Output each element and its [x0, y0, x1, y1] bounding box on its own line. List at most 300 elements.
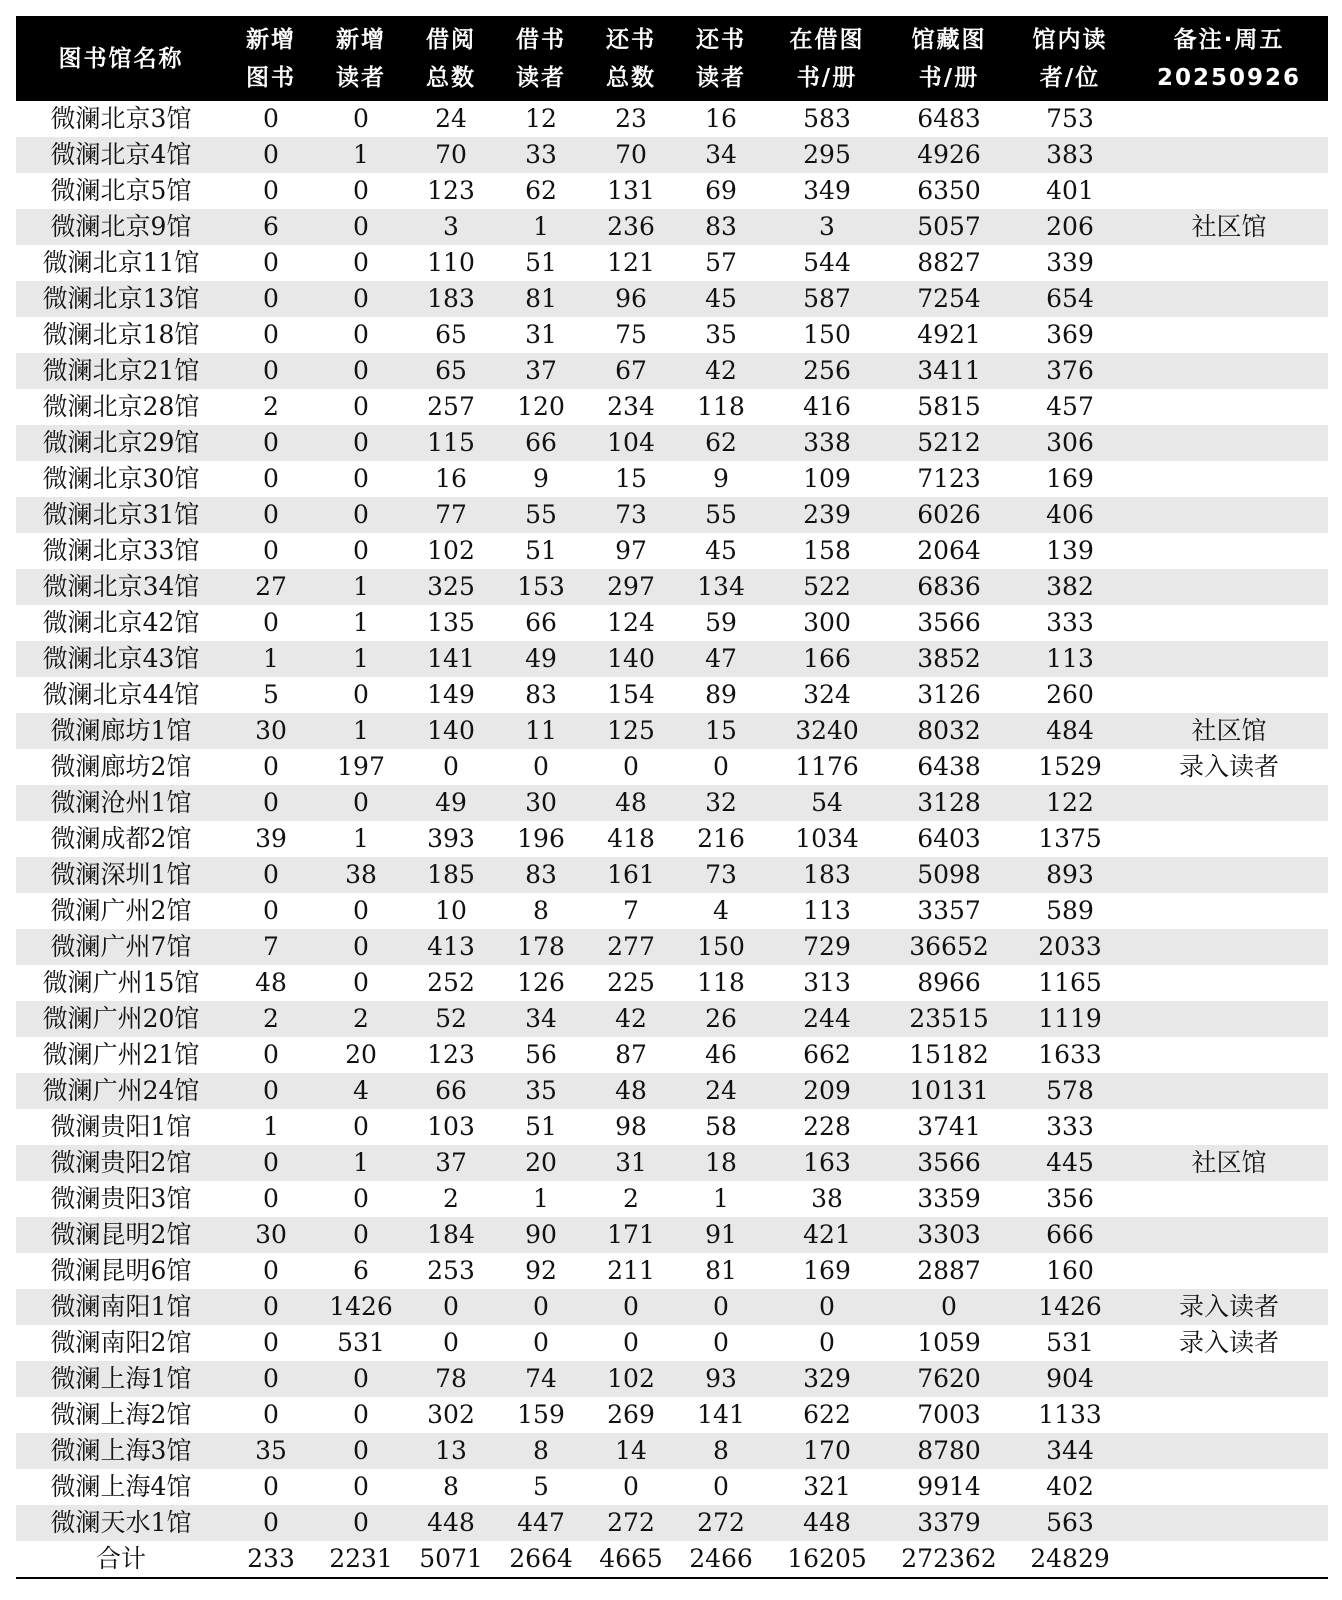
remark-cell — [1130, 497, 1328, 533]
table-row — [16, 461, 1328, 497]
value-cell: 7003 — [917, 1400, 981, 1429]
value-cell: 1 — [226, 641, 316, 677]
value-cell: 1034 — [795, 824, 859, 853]
value-cell: 321 — [803, 1472, 851, 1501]
value-cell: 0 — [353, 1472, 369, 1501]
remark-cell — [1130, 569, 1328, 605]
value-cell: 140 — [586, 641, 676, 677]
total-row — [16, 1541, 1328, 1578]
value-cell: 589 — [1046, 896, 1094, 925]
library-stats-table — [16, 16, 1328, 1579]
value-cell: 51 — [525, 536, 557, 565]
remark-cell — [1130, 1001, 1328, 1037]
value-cell: 0 — [263, 320, 279, 349]
value-cell: 49 — [496, 641, 586, 677]
value-cell: 34 — [676, 137, 766, 173]
remark-cell — [1130, 425, 1328, 461]
remark-cell — [1130, 137, 1328, 173]
table-row — [16, 173, 1328, 209]
value-cell: 153 — [496, 569, 586, 605]
value-cell: 159 — [517, 1400, 565, 1429]
value-cell: 325 — [406, 569, 496, 605]
table-row — [16, 677, 1328, 713]
value-cell: 893 — [1010, 857, 1130, 893]
table-row — [16, 1397, 1328, 1433]
value-cell: 1 — [316, 641, 406, 677]
value-cell: 122 — [1010, 785, 1130, 821]
value-cell: 0 — [263, 1472, 279, 1501]
value-cell: 48 — [586, 1073, 676, 1109]
table-row — [16, 317, 1328, 353]
value-cell: 2033 — [1010, 929, 1130, 965]
value-cell: 66 — [406, 1073, 496, 1109]
value-cell: 3379 — [888, 1505, 1010, 1541]
value-cell: 8 — [496, 1433, 586, 1469]
value-cell: 753 — [1046, 104, 1094, 133]
value-cell: 0 — [443, 1328, 459, 1357]
library-name-cell: 微澜广州21馆 — [42, 1040, 200, 1069]
value-cell: 16205 — [766, 1541, 888, 1578]
value-cell: 211 — [607, 1256, 655, 1285]
value-cell: 1633 — [1038, 1040, 1102, 1069]
value-cell: 1 — [316, 713, 406, 749]
value-cell: 15 — [676, 713, 766, 749]
value-cell: 382 — [1010, 569, 1130, 605]
value-cell: 27 — [226, 569, 316, 605]
value-cell: 587 — [766, 281, 888, 317]
value-cell: 578 — [1010, 1073, 1130, 1109]
value-cell: 104 — [586, 425, 676, 461]
value-cell: 0 — [263, 1400, 279, 1429]
value-cell: 20 — [345, 1040, 377, 1069]
table-header — [16, 16, 1328, 101]
value-cell: 216 — [697, 824, 745, 853]
value-cell: 197 — [337, 752, 385, 781]
value-cell: 52 — [406, 1001, 496, 1037]
value-cell: 5815 — [917, 392, 981, 421]
library-name-cell: 微澜南阳2馆 — [50, 1328, 192, 1357]
value-cell: 45 — [676, 281, 766, 317]
value-cell: 0 — [263, 464, 279, 493]
value-cell: 134 — [676, 569, 766, 605]
table-row — [16, 1469, 1328, 1505]
value-cell: 74 — [496, 1361, 586, 1397]
value-cell: 98 — [615, 1112, 647, 1141]
value-cell: 0 — [533, 752, 549, 781]
value-cell: 6350 — [917, 176, 981, 205]
library-name-cell: 微澜广州7馆 — [16, 929, 226, 965]
library-name-cell: 微澜北京13馆 — [16, 281, 226, 317]
table-row — [16, 533, 1328, 569]
value-cell: 171 — [586, 1217, 676, 1253]
value-cell: 73 — [676, 857, 766, 893]
table-row — [16, 137, 1328, 173]
value-cell: 2887 — [917, 1256, 981, 1285]
value-cell: 55 — [676, 497, 766, 533]
value-cell: 349 — [803, 176, 851, 205]
value-cell: 257 — [427, 392, 475, 421]
value-cell: 16 — [705, 104, 737, 133]
value-cell: 18 — [676, 1145, 766, 1181]
column-header: 还书 总数 — [586, 16, 676, 101]
value-cell: 6438 — [917, 752, 981, 781]
remark-cell — [1130, 1397, 1328, 1433]
remark-cell — [1130, 641, 1328, 677]
value-cell: 9914 — [917, 1472, 981, 1501]
value-cell: 30 — [496, 785, 586, 821]
value-cell: 11 — [496, 713, 586, 749]
library-name-cell: 微澜上海2馆 — [50, 1400, 192, 1429]
value-cell: 522 — [766, 569, 888, 605]
value-cell: 0 — [226, 137, 316, 173]
library-name-cell: 微澜北京3馆 — [50, 104, 192, 133]
value-cell: 5 — [263, 680, 279, 709]
value-cell: 904 — [1010, 1361, 1130, 1397]
table-row — [16, 1433, 1328, 1469]
remark-cell — [1130, 677, 1328, 713]
value-cell: 233 — [226, 1541, 316, 1578]
remark-cell — [1130, 245, 1328, 281]
value-cell: 1 — [533, 1184, 549, 1213]
value-cell: 0 — [819, 1328, 835, 1357]
value-cell: 9 — [533, 464, 549, 493]
value-cell: 35 — [496, 1073, 586, 1109]
value-cell: 277 — [586, 929, 676, 965]
library-name-cell: 微澜北京5馆 — [50, 176, 192, 205]
value-cell: 24 — [435, 104, 467, 133]
library-name-cell: 微澜贵阳3馆 — [50, 1184, 192, 1213]
value-cell: 169 — [803, 1256, 851, 1285]
value-cell: 141 — [697, 1400, 745, 1429]
value-cell: 206 — [1010, 209, 1130, 245]
value-cell: 3359 — [917, 1184, 981, 1213]
table-row — [16, 1037, 1328, 1073]
table-row — [16, 785, 1328, 821]
value-cell: 0 — [353, 320, 369, 349]
library-name-cell: 微澜广州15馆 — [42, 968, 200, 997]
value-cell: 0 — [316, 1217, 406, 1253]
value-cell: 16 — [435, 464, 467, 493]
remark-cell — [1130, 1037, 1328, 1073]
value-cell: 65 — [435, 320, 467, 349]
value-cell: 0 — [316, 353, 406, 389]
value-cell: 402 — [1046, 1472, 1094, 1501]
library-name-cell: 微澜北京28馆 — [42, 392, 200, 421]
value-cell: 39 — [255, 824, 287, 853]
value-cell: 123 — [427, 176, 475, 205]
value-cell: 42 — [586, 1001, 676, 1037]
value-cell: 622 — [803, 1400, 851, 1429]
value-cell: 0 — [263, 1184, 279, 1213]
remark-cell — [1130, 389, 1328, 425]
value-cell: 97 — [615, 536, 647, 565]
remark-cell — [1130, 1109, 1328, 1145]
value-cell: 306 — [1010, 425, 1130, 461]
value-cell: 0 — [226, 281, 316, 317]
value-cell: 8032 — [888, 713, 1010, 749]
value-cell: 4926 — [888, 137, 1010, 173]
value-cell: 69 — [705, 176, 737, 205]
value-cell: 662 — [803, 1040, 851, 1069]
value-cell: 115 — [406, 425, 496, 461]
value-cell: 126 — [517, 968, 565, 997]
remark-cell — [1130, 353, 1328, 389]
table-row — [16, 605, 1328, 641]
value-cell: 0 — [263, 104, 279, 133]
library-name-cell: 微澜贵阳2馆 — [16, 1145, 226, 1181]
library-name-cell: 微澜贵阳1馆 — [50, 1112, 192, 1141]
value-cell: 0 — [263, 1040, 279, 1069]
remark-cell — [1130, 965, 1328, 1001]
value-cell: 0 — [316, 425, 406, 461]
remark-cell — [1130, 461, 1328, 497]
value-cell: 1 — [353, 608, 369, 637]
table-row — [16, 1001, 1328, 1037]
value-cell: 51 — [525, 248, 557, 277]
value-cell: 66 — [525, 608, 557, 637]
value-cell: 73 — [586, 497, 676, 533]
value-cell: 1 — [713, 1184, 729, 1213]
value-cell: 184 — [406, 1217, 496, 1253]
value-cell: 3741 — [917, 1112, 981, 1141]
value-cell: 0 — [586, 1289, 676, 1325]
value-cell: 8 — [676, 1433, 766, 1469]
value-cell: 447 — [496, 1505, 586, 1541]
value-cell: 272362 — [888, 1541, 1010, 1578]
value-cell: 42 — [676, 353, 766, 389]
value-cell: 7123 — [917, 464, 981, 493]
column-header: 新增 图书 — [226, 16, 316, 101]
value-cell: 48 — [255, 968, 287, 997]
value-cell: 356 — [1046, 1184, 1094, 1213]
value-cell: 1529 — [1038, 752, 1102, 781]
value-cell: 113 — [1010, 641, 1130, 677]
value-cell: 7254 — [888, 281, 1010, 317]
value-cell: 110 — [427, 248, 475, 277]
value-cell: 369 — [1046, 320, 1094, 349]
value-cell: 35 — [226, 1433, 316, 1469]
remark-cell — [1130, 533, 1328, 569]
value-cell: 1 — [316, 137, 406, 173]
value-cell: 260 — [1046, 680, 1094, 709]
value-cell: 0 — [353, 680, 369, 709]
value-cell: 2466 — [676, 1541, 766, 1578]
table-row — [16, 641, 1328, 677]
value-cell: 47 — [676, 641, 766, 677]
value-cell: 92 — [525, 1256, 557, 1285]
library-name-cell: 微澜深圳1馆 — [16, 857, 226, 893]
value-cell: 383 — [1010, 137, 1130, 173]
value-cell: 338 — [766, 425, 888, 461]
library-name-cell: 微澜昆明6馆 — [50, 1256, 192, 1285]
remark-cell: 社区馆 — [1130, 713, 1328, 749]
value-cell: 83 — [525, 680, 557, 709]
remark-cell — [1130, 1361, 1328, 1397]
value-cell: 12 — [525, 104, 557, 133]
table-row — [16, 353, 1328, 389]
library-name-cell: 微澜沧州1馆 — [16, 785, 226, 821]
library-name-cell: 微澜北京44馆 — [42, 680, 200, 709]
value-cell: 166 — [766, 641, 888, 677]
value-cell: 36652 — [888, 929, 1010, 965]
column-header: 馆藏图 书/册 — [888, 16, 1010, 101]
remark-cell — [1130, 893, 1328, 929]
value-cell: 209 — [766, 1073, 888, 1109]
value-cell: 583 — [803, 104, 851, 133]
value-cell: 0 — [496, 1289, 586, 1325]
value-cell: 531 — [1046, 1328, 1094, 1357]
value-cell: 30 — [226, 1217, 316, 1253]
library-name-cell: 微澜北京21馆 — [16, 353, 226, 389]
value-cell: 5 — [533, 1472, 549, 1501]
value-cell: 23 — [615, 104, 647, 133]
value-cell: 339 — [1046, 248, 1094, 277]
table-row — [16, 1505, 1328, 1541]
value-cell: 46 — [705, 1040, 737, 1069]
value-cell: 1375 — [1038, 824, 1102, 853]
table-row — [16, 929, 1328, 965]
value-cell: 0 — [263, 248, 279, 277]
table-row — [16, 713, 1328, 749]
value-cell: 0 — [316, 281, 406, 317]
value-cell: 0 — [263, 176, 279, 205]
value-cell: 324 — [803, 680, 851, 709]
value-cell: 123 — [427, 1040, 475, 1069]
column-header: 还书 读者 — [676, 16, 766, 101]
table-row — [16, 425, 1328, 461]
remark-cell — [1130, 1073, 1328, 1109]
library-name-cell: 微澜北京42馆 — [42, 608, 200, 637]
library-name-cell: 微澜北京31馆 — [16, 497, 226, 533]
value-cell: 1176 — [795, 752, 859, 781]
remark-cell — [1130, 1469, 1328, 1505]
table-row — [16, 1325, 1328, 1361]
value-cell: 30 — [226, 713, 316, 749]
value-cell: 2 — [623, 1184, 639, 1213]
value-cell: 6026 — [888, 497, 1010, 533]
value-cell: 329 — [766, 1361, 888, 1397]
value-cell: 0 — [226, 1361, 316, 1397]
value-cell: 62 — [676, 425, 766, 461]
value-cell: 59 — [705, 608, 737, 637]
value-cell: 37 — [406, 1145, 496, 1181]
remark-cell — [1130, 1181, 1328, 1217]
value-cell: 81 — [496, 281, 586, 317]
remark-cell: 录入读者 — [1178, 752, 1279, 781]
value-cell: 295 — [766, 137, 888, 173]
remark-cell — [1130, 1505, 1328, 1541]
value-cell: 6483 — [917, 104, 981, 133]
value-cell: 62 — [525, 176, 557, 205]
value-cell: 0 — [353, 464, 369, 493]
value-cell: 65 — [406, 353, 496, 389]
value-cell: 300 — [803, 608, 851, 637]
value-cell: 2664 — [496, 1541, 586, 1578]
value-cell: 234 — [607, 392, 655, 421]
table-row — [16, 569, 1328, 605]
value-cell: 102 — [586, 1361, 676, 1397]
value-cell: 35 — [705, 320, 737, 349]
remark-cell: 社区馆 — [1130, 1145, 1328, 1181]
column-header: 备注·周五 20250926 — [1130, 16, 1328, 101]
library-name-cell: 微澜广州2馆 — [50, 896, 192, 925]
value-cell: 15 — [615, 464, 647, 493]
value-cell: 1 — [496, 209, 586, 245]
table-row — [16, 281, 1328, 317]
value-cell: 0 — [713, 752, 729, 781]
value-cell: 70 — [586, 137, 676, 173]
value-cell: 2 — [316, 1001, 406, 1037]
value-cell: 333 — [1046, 608, 1094, 637]
value-cell: 531 — [337, 1328, 385, 1357]
table-row — [16, 893, 1328, 929]
value-cell: 58 — [705, 1112, 737, 1141]
value-cell: 313 — [803, 968, 851, 997]
column-header: 图书馆名称 — [16, 16, 226, 101]
value-cell: 0 — [443, 752, 459, 781]
value-cell: 9 — [713, 464, 729, 493]
value-cell: 448 — [766, 1505, 888, 1541]
table-row — [16, 209, 1328, 245]
value-cell: 121 — [607, 248, 655, 277]
remark-cell — [1130, 605, 1328, 641]
value-cell: 1426 — [1010, 1289, 1130, 1325]
value-cell: 169 — [1046, 464, 1094, 493]
remark-cell: 录入读者 — [1130, 1289, 1328, 1325]
value-cell: 239 — [766, 497, 888, 533]
value-cell: 0 — [713, 1472, 729, 1501]
table-row — [16, 821, 1328, 857]
value-cell: 0 — [713, 1328, 729, 1357]
value-cell: 406 — [1010, 497, 1130, 533]
library-name-cell: 微澜上海1馆 — [16, 1361, 226, 1397]
total-label: 合计 — [16, 1541, 226, 1578]
value-cell: 253 — [427, 1256, 475, 1285]
value-cell: 8780 — [888, 1433, 1010, 1469]
value-cell: 109 — [803, 464, 851, 493]
value-cell: 445 — [1010, 1145, 1130, 1181]
value-cell: 8 — [443, 1472, 459, 1501]
value-cell: 118 — [697, 968, 745, 997]
value-cell: 83 — [676, 209, 766, 245]
value-cell: 4665 — [586, 1541, 676, 1578]
value-cell: 141 — [406, 641, 496, 677]
value-cell: 5212 — [888, 425, 1010, 461]
value-cell: 33 — [496, 137, 586, 173]
library-name-cell: 微澜北京33馆 — [42, 536, 200, 565]
remark-cell — [1130, 1541, 1328, 1578]
value-cell: 90 — [496, 1217, 586, 1253]
value-cell: 0 — [226, 1289, 316, 1325]
value-cell: 4 — [713, 896, 729, 925]
remark-cell — [1130, 101, 1328, 137]
library-name-cell: 微澜昆明2馆 — [16, 1217, 226, 1253]
value-cell: 0 — [263, 1328, 279, 1357]
table-row — [16, 1181, 1328, 1217]
value-cell: 158 — [803, 536, 851, 565]
remark-cell — [1130, 1217, 1328, 1253]
value-cell: 118 — [697, 392, 745, 421]
column-header: 新增 读者 — [316, 16, 406, 101]
value-cell: 0 — [226, 497, 316, 533]
remark-cell — [1130, 1433, 1328, 1469]
value-cell: 32 — [676, 785, 766, 821]
value-cell: 2 — [443, 1184, 459, 1213]
value-cell: 77 — [406, 497, 496, 533]
value-cell: 124 — [607, 608, 655, 637]
value-cell: 0 — [676, 1289, 766, 1325]
value-cell: 0 — [226, 1145, 316, 1181]
